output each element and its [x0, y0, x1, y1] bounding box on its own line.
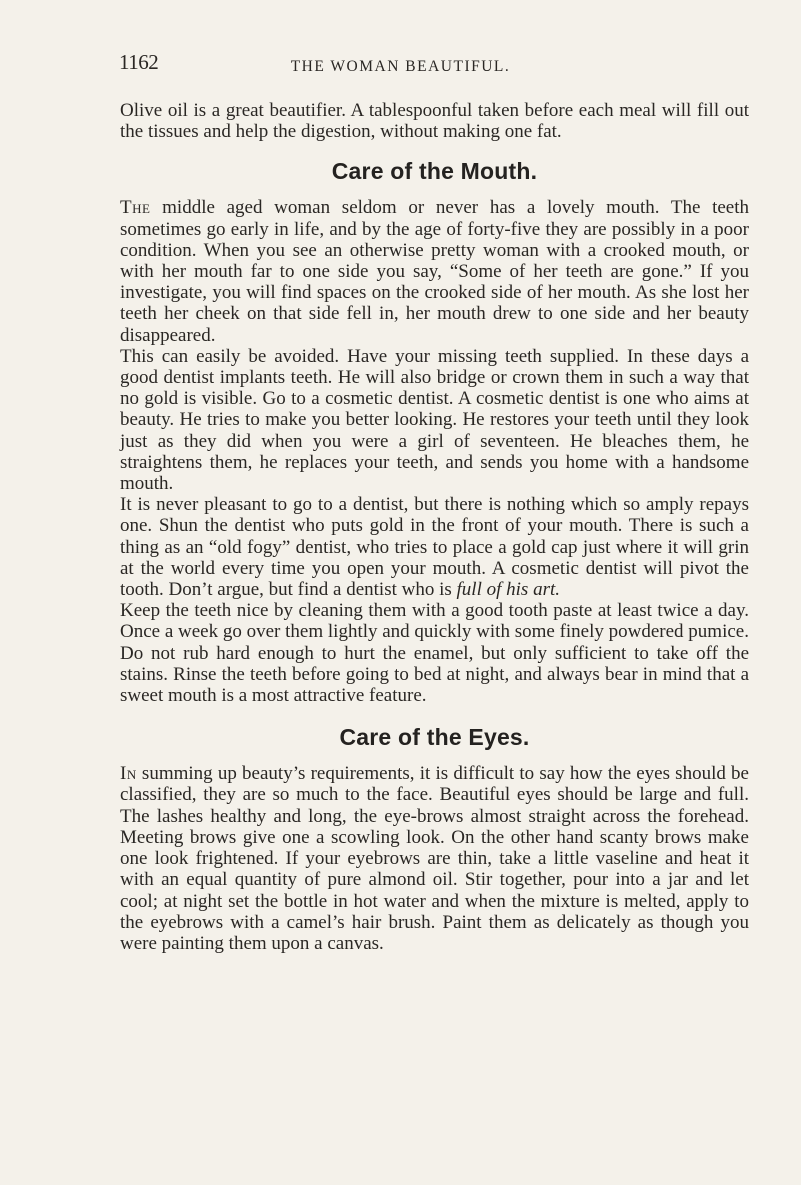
drop-lead-word: In: [120, 763, 137, 785]
mouth-paragraph-2: This can easily be avoided. Have your missing teeth supplied. In these days a good dentist implants teeth. He will also bridge or crown them in such a way that no gold is visible. Go to a cosmetic dentist. A cosmetic dentist is one who aims at beauty. He tries to make you better looking. He restores your teeth until they look just as they did when you were a girl of seventeen. He bleaches them, he straightens them, he replaces your teeth, and sends you home with a handsome mouth.: [120, 345, 749, 495]
mouth-paragraph-3-text: It is never pleasant to go to a dentist, but there is nothing which so amply repays one. Shun the dentist who puts gold in the front of your mouth. There is such a thing as an “old fogy” dentist, who tries to place a gold cap just where it will grin at the world every time you open your mouth. A cosmetic dentist will pivot the tooth. Don’t argue, but find a dentist who is: [120, 494, 749, 601]
mouth-paragraph-1-text: middle aged woman seldom or never has a lovely mouth. The teeth sometimes go early in life, and by the age of forty-five they are possibly in a poor condition. When you see an otherwise pretty woman with a crooked mouth, or with her mouth far to one side you say, “Some of her teeth are gone.” If you investigate, you will find spaces on the crooked side of her mouth. As she lost her teeth her cheek on that side fell in, her mouth drew to one side and her beauty disappeared.: [120, 197, 749, 346]
running-title: THE WOMAN BEAUTIFUL.: [290, 58, 511, 75]
italic-phrase: full of his art.: [456, 579, 560, 601]
mouth-paragraph-1: [120, 197, 749, 345]
intro-paragraph: Olive oil is a great beautifier. A tablespoonful taken before each meal will fill out the tissues and help the digestion, without making one fat.: [120, 100, 749, 143]
drop-lead-word: The: [120, 197, 151, 219]
section-heading-eyes: Care of the Eyes.: [339, 724, 530, 751]
mouth-paragraph-4: Keep the teeth nice by cleaning them with a good tooth paste at least twice a day. Once a week go over them lightly and quickly with some finely powdered pumice. Do not rub hard enough to hurt the enamel, but only sufficient to take off the stains. Rinse the teeth before going to bed at night, and always bear in mind that a sweet mouth is a most attractive feature.: [120, 600, 749, 707]
mouth-paragraph-3: [120, 494, 749, 600]
section-heading-mouth: Care of the Mouth.: [331, 158, 538, 185]
eyes-paragraph-1-text: summing up beauty’s requirements, it is difficult to say how the eyes should be classified, they are so much to the face. Beautiful eyes should be large and full. The lashes healthy and long, the eye-brows almost straight across the forehead. Meeting brows give one a scowling look. On the other hand scanty brows make one look frightened. If your eyebrows are thin, take a little vaseline and heat it with an equal quantity of pure almond oil. Stir together, pour into a jar and let cool; at night set the bottle in hot water and when the mixture is melted, apply to the eyebrows with a camel’s hair brush. Paint them as delicately as though you were painting them upon a canvas.: [120, 763, 749, 954]
eyes-paragraph-1: [120, 763, 749, 954]
page-number: 1162: [119, 50, 159, 74]
page-body: [120, 100, 749, 954]
